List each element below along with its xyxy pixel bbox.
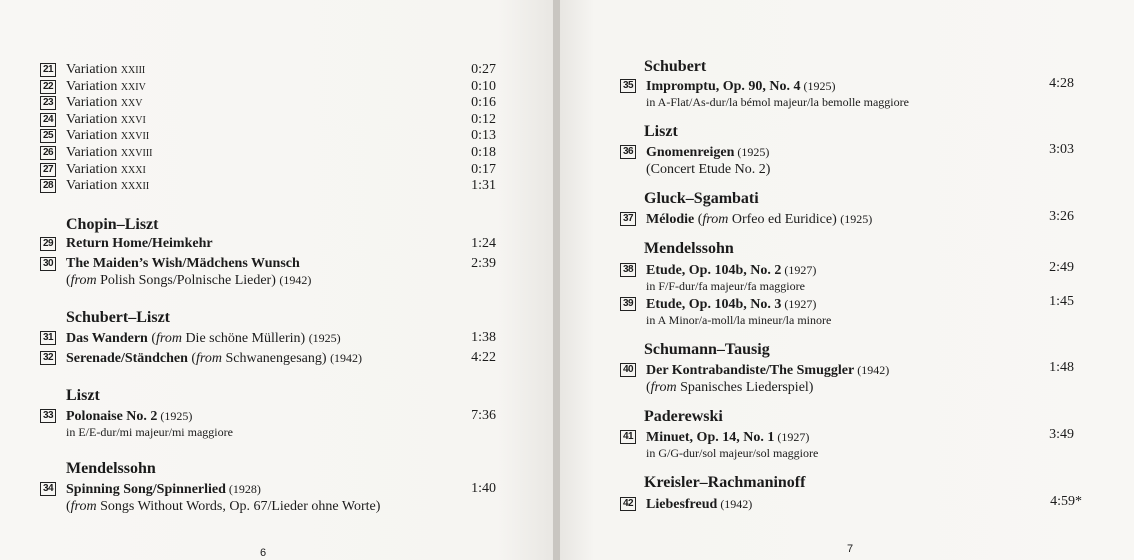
track-duration: 1:31 (471, 178, 496, 194)
track-duration: 1:38 (471, 330, 496, 345)
track-duration: 2:49 (1049, 260, 1074, 275)
track-number: 26 (40, 146, 56, 160)
track-title: Variation xxiv (66, 78, 146, 94)
track-row: 35 Impromptu, Op. 90, No. 4 (1925) in A-Flat/As-dur/la bémol majeur/la bemolle maggiore (620, 78, 909, 110)
track-title: Return Home/Heimkehr (66, 236, 213, 251)
track-row (40, 162, 146, 178)
track-row (40, 95, 143, 111)
track-title: Etude, Op. 104b, No. 2 (646, 263, 782, 278)
track-number: 36 (620, 145, 636, 159)
track-title: The Maiden’s Wish/Mädchens Wunsch (66, 256, 300, 271)
track-title: Polonaise No. 2 (66, 409, 158, 424)
track-title: Das Wandern (from Die schöne Müllerin) (1925) (66, 331, 341, 346)
composer-heading: Schumann–Tausig (644, 341, 770, 358)
track-duration: 0:12 (471, 111, 496, 127)
track-source: (Concert Etude No. 2) (646, 162, 771, 177)
track-row (40, 330, 341, 347)
track-duration: 1:48 (1049, 360, 1074, 375)
track-row (620, 211, 872, 228)
track-duration: 3:26 (1049, 209, 1074, 224)
track-title: Der Kontrabandiste/The Smuggler (646, 363, 855, 378)
track-title: Etude, Op. 104b, No. 3 (646, 297, 782, 312)
track-title: Impromptu, Op. 90, No. 4 (646, 79, 801, 94)
right-page (560, 0, 1134, 560)
track-key: in E/E-dur/mi majeur/mi maggiore (66, 425, 233, 439)
track-number: 42 (620, 497, 636, 511)
track-row (40, 112, 146, 128)
track-row (40, 145, 152, 161)
track-duration: 0:18 (471, 145, 496, 160)
track-title: Liebesfreud (646, 497, 718, 512)
track-title: Variation xxviii (66, 145, 153, 160)
track-duration: 3:49 (1049, 427, 1074, 442)
track-title: Variation xxxi (66, 161, 146, 177)
composer-heading: Kreisler–Rachmaninoff (644, 474, 806, 491)
track-number: 21 (40, 63, 56, 77)
track-number: 25 (40, 129, 56, 143)
track-duration: 0:16 (471, 95, 496, 111)
track-duration: 0:13 (471, 128, 496, 144)
track-duration: 4:22 (471, 350, 496, 365)
track-row: 36 Gnomenreigen (1925) (Concert Etude No. 2) (620, 144, 770, 178)
track-row: 33 Polonaise No. 2 (1925) in E/E-dur/mi majeur/mi maggiore (40, 408, 233, 440)
track-duration: 1:24 (471, 236, 496, 251)
track-number: 28 (40, 179, 56, 193)
track-row: 39 Etude, Op. 104b, No. 3 (1927) in A Minor/a-moll/la mineur/la minore (620, 296, 831, 328)
track-row (40, 178, 149, 194)
track-key: in A Minor/a-moll/la mineur/la minore (646, 313, 832, 327)
composer-heading: Mendelssohn (644, 240, 734, 257)
track-number: 29 (40, 237, 56, 251)
track-title: Minuet, Op. 14, No. 1 (646, 430, 775, 445)
track-duration: 2:39 (471, 256, 496, 271)
track-row (40, 79, 146, 95)
track-number: 41 (620, 430, 636, 444)
track-number: 37 (620, 212, 636, 226)
track-duration: 1:40 (471, 481, 496, 496)
track-duration: 1:45 (1049, 294, 1074, 309)
composer-heading: Liszt (66, 387, 100, 404)
track-row (40, 350, 362, 367)
track-number: 39 (620, 297, 636, 311)
track-row (40, 62, 145, 78)
track-source: (from Polish Songs/Polnische Lieder) (1942) (66, 273, 312, 288)
composer-heading: Mendelssohn (66, 460, 156, 477)
composer-heading: Gluck–Sgambati (644, 190, 759, 207)
track-row: 34 Spinning Song/Spinnerlied (1928) (from Songs Without Words, Op. 67/Lieder ohne Worte) (40, 481, 380, 515)
track-number: 22 (40, 80, 56, 94)
composer-heading: Liszt (644, 123, 678, 140)
track-key: in F/F-dur/fa majeur/fa maggiore (646, 279, 805, 293)
track-number: 23 (40, 96, 56, 110)
track-duration: 3:03 (1049, 142, 1074, 157)
track-title: Variation xxvi (66, 111, 146, 127)
track-number: 30 (40, 257, 56, 271)
track-title: Variation xxvii (66, 128, 150, 144)
composer-heading: Paderewski (644, 408, 723, 425)
track-title: Mélodie (from Orfeo ed Euridice) (1925) (646, 212, 873, 227)
track-row (40, 128, 149, 144)
track-number: 27 (40, 163, 56, 177)
composer-heading: Chopin–Liszt (66, 216, 159, 233)
track-row: 41 Minuet, Op. 14, No. 1 (1927) in G/G-dur/sol majeur/sol maggiore (620, 429, 818, 461)
track-source: (from Songs Without Words, Op. 67/Lieder ohne Worte) (66, 499, 381, 514)
track-title: Variation xxiii (66, 62, 146, 77)
track-title: Variation xxv (66, 95, 143, 111)
track-number: 24 (40, 113, 56, 127)
track-title: Serenade/Ständchen (from Schwanengesang) (1942) (66, 351, 363, 366)
track-duration: 0:27 (471, 62, 496, 77)
track-row: 42 Liebesfreud (1942) (620, 496, 752, 513)
track-duration: 0:17 (471, 161, 496, 177)
composer-heading: Schubert–Liszt (66, 309, 170, 326)
book-spine (553, 0, 560, 560)
track-title: Spinning Song/Spinnerlied (66, 482, 226, 497)
composer-heading: Schubert (644, 58, 707, 75)
track-duration: 7:36 (471, 408, 496, 423)
track-row (40, 256, 311, 289)
track-number: 40 (620, 363, 636, 377)
track-number: 35 (620, 79, 636, 93)
track-number: 33 (40, 409, 56, 423)
track-title: Variation xxxii (66, 178, 150, 194)
track-key: in A-Flat/As-dur/la bémol majeur/la bemolle maggiore (646, 95, 909, 109)
track-title: Gnomenreigen (646, 145, 735, 160)
track-number: 31 (40, 331, 56, 345)
page-number: 6 (260, 547, 267, 559)
track-row: 38 Etude, Op. 104b, No. 2 (1927) in F/F-dur/fa majeur/fa maggiore (620, 262, 816, 294)
track-duration: 4:28 (1049, 76, 1074, 91)
left-page (0, 0, 553, 560)
track-row: 40 Der Kontrabandiste/The Smuggler (1942) (from Spanisches Liederspiel) (620, 362, 889, 396)
page-number: 7 (847, 543, 854, 555)
track-source: (from Spanisches Liederspiel) (646, 380, 814, 395)
track-number: 34 (40, 482, 56, 496)
track-number: 32 (40, 351, 56, 365)
track-number: 38 (620, 263, 636, 277)
track-row (40, 236, 213, 252)
track-duration: 4:59* (1050, 494, 1082, 509)
track-duration: 0:10 (471, 78, 496, 94)
track-key: in G/G-dur/sol majeur/sol maggiore (646, 446, 819, 460)
